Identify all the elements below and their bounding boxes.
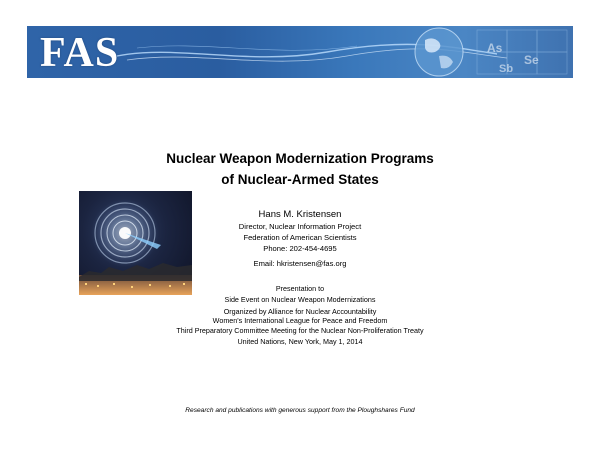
event-location-date: United Nations, New York, May 1, 2014 bbox=[237, 337, 363, 346]
event-organizer: Organized by Alliance for Nuclear Accountability bbox=[223, 307, 377, 316]
element-symbol-se: Se bbox=[524, 53, 539, 67]
spiral-sky-photo bbox=[79, 191, 192, 295]
fas-logo: FAS bbox=[40, 30, 120, 76]
support-credit: Research and publications with generous support from the Ploughshares Fund bbox=[185, 407, 415, 414]
event-cohost: Women's International League for Peace and Freedom bbox=[212, 316, 388, 325]
event-intro: Presentation to bbox=[275, 284, 325, 293]
spiral-illustration bbox=[79, 191, 192, 295]
event-name: Side Event on Nuclear Weapon Modernizations bbox=[224, 295, 376, 304]
header-banner bbox=[27, 26, 573, 78]
title-line-1: Nuclear Weapon Modernization Programs bbox=[166, 151, 434, 166]
presenter-name: Hans M. Kristensen bbox=[258, 209, 342, 220]
presenter-organization: Federation of American Scientists bbox=[243, 233, 357, 242]
element-symbol-as: As bbox=[487, 41, 503, 55]
presenter-email: Email: hkristensen@fas.org bbox=[253, 259, 347, 268]
event-meeting: Third Preparatory Committee Meeting for the Nuclear Non-Proliferation Treaty bbox=[176, 326, 424, 335]
element-symbol-sb: Sb bbox=[499, 63, 514, 75]
title-line-2: of Nuclear-Armed States bbox=[221, 172, 379, 187]
presenter-phone: Phone: 202-454-4695 bbox=[263, 244, 337, 253]
presenter-role: Director, Nuclear Information Project bbox=[238, 222, 362, 231]
